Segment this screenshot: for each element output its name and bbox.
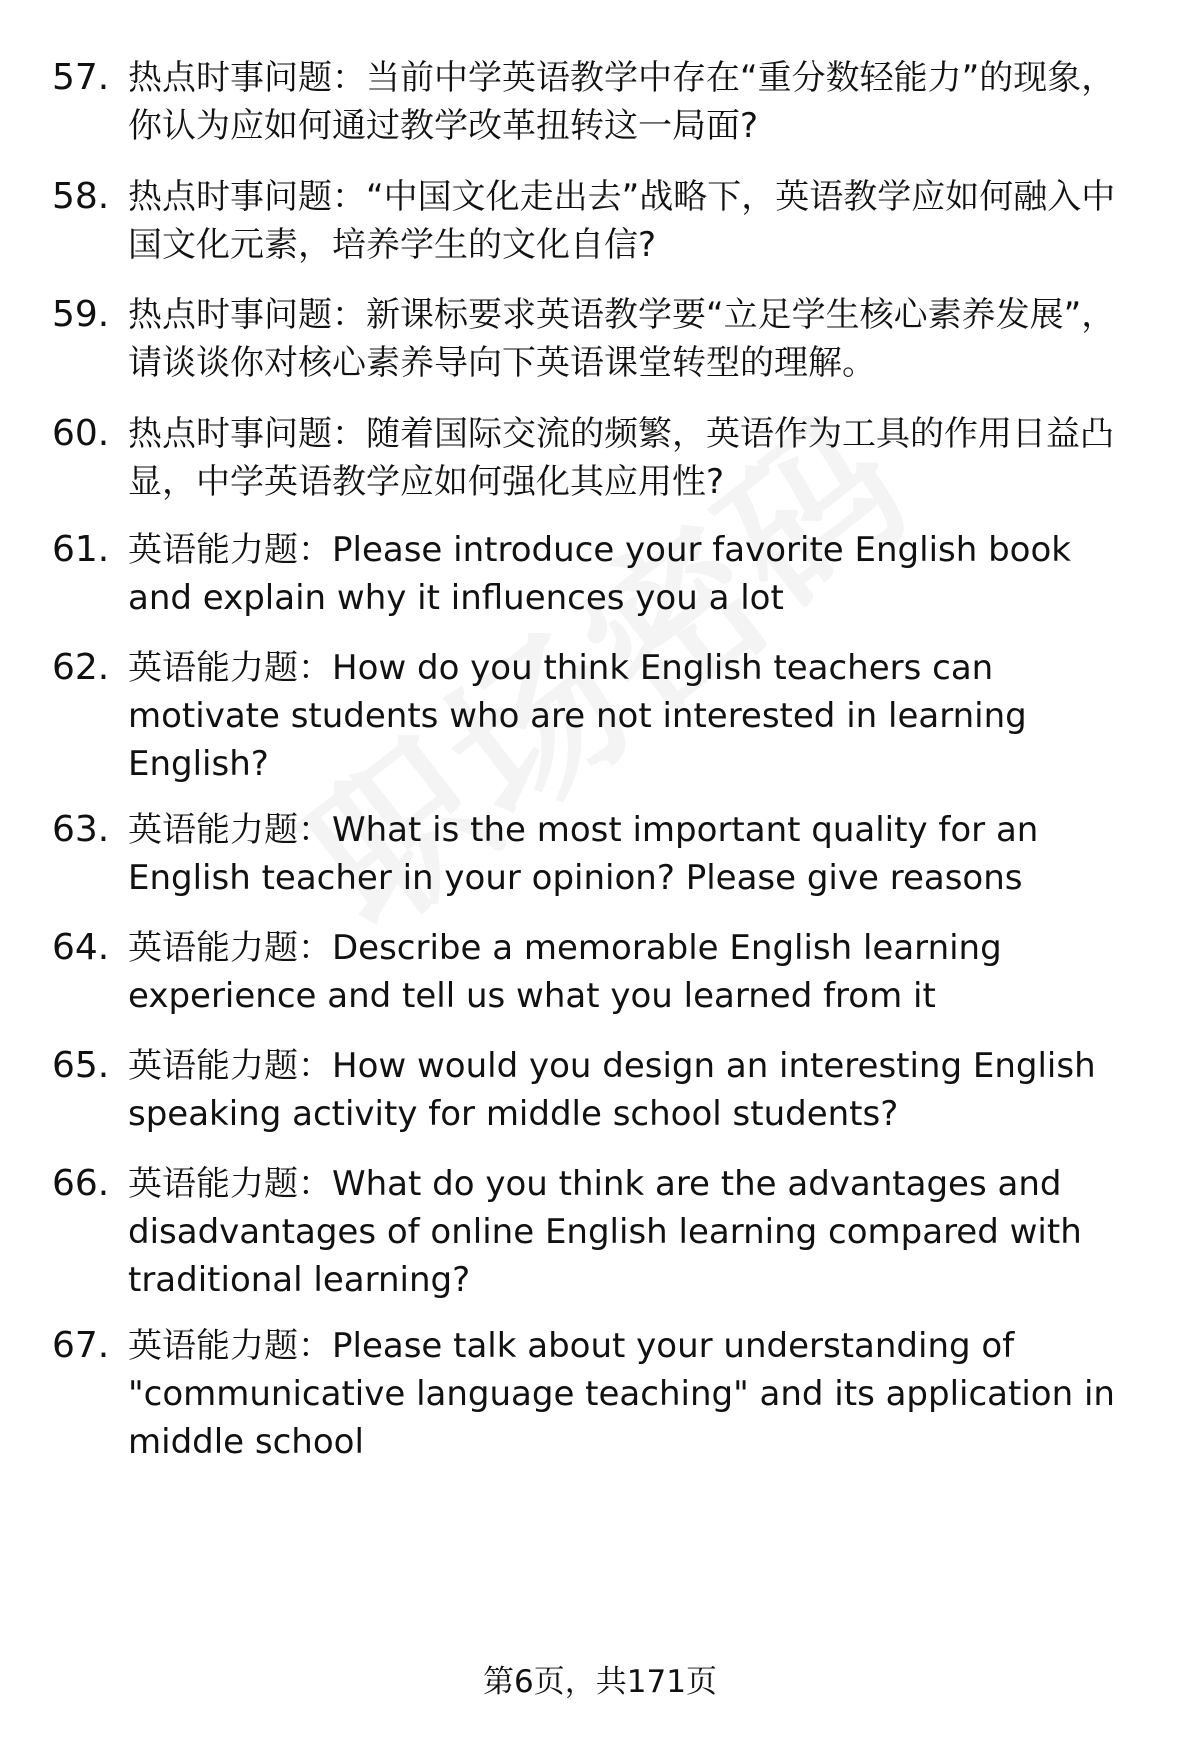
question-number: 61. — [52, 529, 110, 570]
question-text: 英语能力题：What is the most important quality for an English teacher in your opinion? Please give reasons — [128, 810, 1039, 898]
question-item — [52, 1322, 1142, 1466]
page-number-label: 第6页，共171页 — [483, 1664, 717, 1700]
question-text: 英语能力题：Describe a memorable English learning experience and tell us what you learned from it — [128, 928, 1002, 1016]
question-text: 热点时事问题：当前中学英语教学中存在“重分数轻能力”的现象，你认为应如何通过教学改革扭转这一局面? — [128, 58, 1116, 146]
question-text: 热点时事问题：“中国文化走出去”战略下，英语教学应如何融入中国文化元素，培养学生的文化自信? — [128, 177, 1116, 265]
question-number: 65. — [52, 1045, 110, 1086]
page-footer — [0, 1660, 1200, 1704]
question-text: 英语能力题：What do you think are the advantages and disadvantages of online English learning compared with traditional learning? — [128, 1164, 1082, 1300]
question-number: 63. — [52, 809, 110, 850]
question-item — [52, 54, 1142, 150]
question-number: 58. — [52, 176, 110, 217]
question-item — [52, 1042, 1142, 1138]
question-item — [52, 924, 1142, 1020]
question-item — [52, 173, 1142, 269]
question-text: 英语能力题：Please introduce your favorite English book and explain why it influences you a lot — [128, 530, 1071, 618]
question-number: 60. — [52, 413, 110, 454]
question-number: 59. — [52, 294, 110, 335]
question-text: 英语能力题：Please talk about your understanding of "communicative language teaching" and its application in middle school — [128, 1326, 1115, 1462]
question-text: 英语能力题：How do you think English teachers can motivate students who are not interested in learning English? — [128, 648, 1027, 784]
question-item — [52, 526, 1142, 622]
question-item — [52, 644, 1142, 788]
question-item — [52, 806, 1142, 902]
question-number: 57. — [52, 57, 110, 98]
question-number: 67. — [52, 1325, 110, 1366]
question-number: 66. — [52, 1163, 110, 1204]
question-number: 64. — [52, 927, 110, 968]
question-item — [52, 410, 1142, 506]
question-number: 62. — [52, 647, 110, 688]
question-text: 热点时事问题：新课标要求英语教学要“立足学生核心素养发展”，请谈谈你对核心素养导向下英语课堂转型的理解。 — [128, 295, 1116, 383]
question-text: 热点时事问题：随着国际交流的频繁，英语作为工具的作用日益凸显，中学英语教学应如何强化其应用性? — [128, 414, 1114, 502]
question-text: 英语能力题：How would you design an interesting English speaking activity for middle school students? — [128, 1046, 1096, 1134]
question-item — [52, 291, 1142, 387]
question-item — [52, 1160, 1142, 1304]
